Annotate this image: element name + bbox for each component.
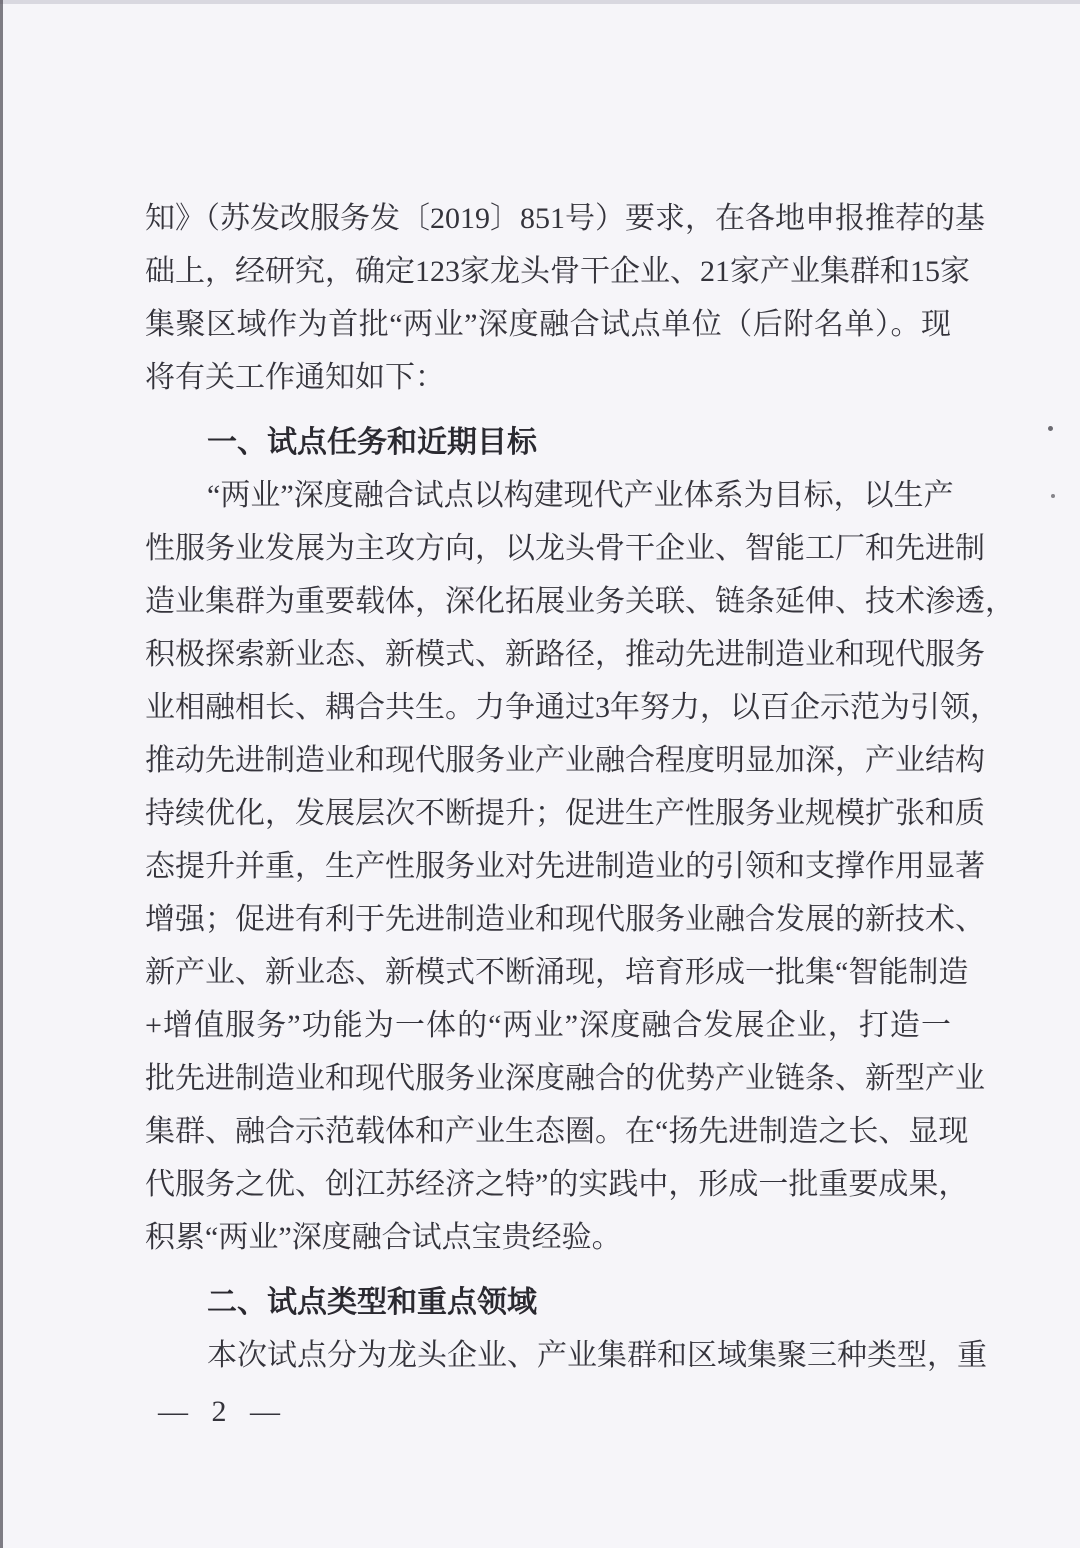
section-heading: 一、试点任务和近期目标 <box>207 426 537 459</box>
document-line: 性服务业发展为主攻方向，以龙头骨干企业、智能工厂和先进制 <box>145 532 985 565</box>
page-number: — 2 — <box>158 1395 288 1428</box>
section-heading: 二、试点类型和重点领域 <box>207 1286 537 1319</box>
document-line: 造业集群为重要载体，深化拓展业务关联、链条延伸、技术渗透， <box>145 585 1015 618</box>
document-line: 集群、融合示范载体和产业生态圈。在“扬先进制造之长、显现 <box>145 1115 969 1148</box>
document-line: 积累“两业”深度融合试点宝贵经验。 <box>145 1221 622 1254</box>
text-block <box>145 192 1015 1382</box>
document-line: 将有关工作通知如下： <box>145 361 445 394</box>
document-line: 新产业、新业态、新模式不断涌现，培育形成一批集“智能制造 <box>145 956 969 989</box>
document-line: 增强；促进有利于先进制造业和现代服务业融合发展的新技术、 <box>145 903 985 936</box>
document-line: 推动先进制造业和现代服务业产业融合程度明显加深，产业结构 <box>145 744 985 777</box>
scan-edge-left <box>0 0 3 1548</box>
document-line: 代服务之优、创江苏经济之特”的实践中，形成一批重要成果， <box>145 1168 969 1201</box>
document-line: 本次试点分为龙头企业、产业集群和区域集聚三种类型，重 <box>207 1339 987 1372</box>
document-line: 础上，经研究，确定123家龙头骨干企业、21家产业集群和15家 <box>145 255 970 288</box>
document-line: 批先进制造业和现代服务业深度融合的优势产业链条、新型产业 <box>145 1062 985 1095</box>
scan-speck <box>1048 426 1053 431</box>
document-line: +增值服务”功能为一体的“两业”深度融合发展企业，打造一 <box>145 1009 951 1042</box>
document-line: 态提升并重，生产性服务业对先进制造业的引领和支撑作用显著 <box>145 850 985 883</box>
scan-edge-top <box>0 0 1080 4</box>
document-line: 持续优化，发展层次不断提升；促进生产性服务业规模扩张和质 <box>145 797 985 830</box>
document-line: 集聚区域作为首批“两业”深度融合试点单位（后附名单）。现 <box>145 308 951 341</box>
document-line: 积极探索新业态、新模式、新路径，推动先进制造业和现代服务 <box>145 638 985 671</box>
document-line: 业相融相长、耦合共生。力争通过3年努力，以百企示范为引领， <box>145 691 1000 724</box>
document-line: “两业”深度融合试点以构建现代产业体系为目标，以生产 <box>207 479 954 512</box>
scan-speck <box>1051 494 1055 498</box>
document-line: 知》（苏发改服务发〔2019〕851号）要求，在各地申报推荐的基 <box>145 202 985 235</box>
